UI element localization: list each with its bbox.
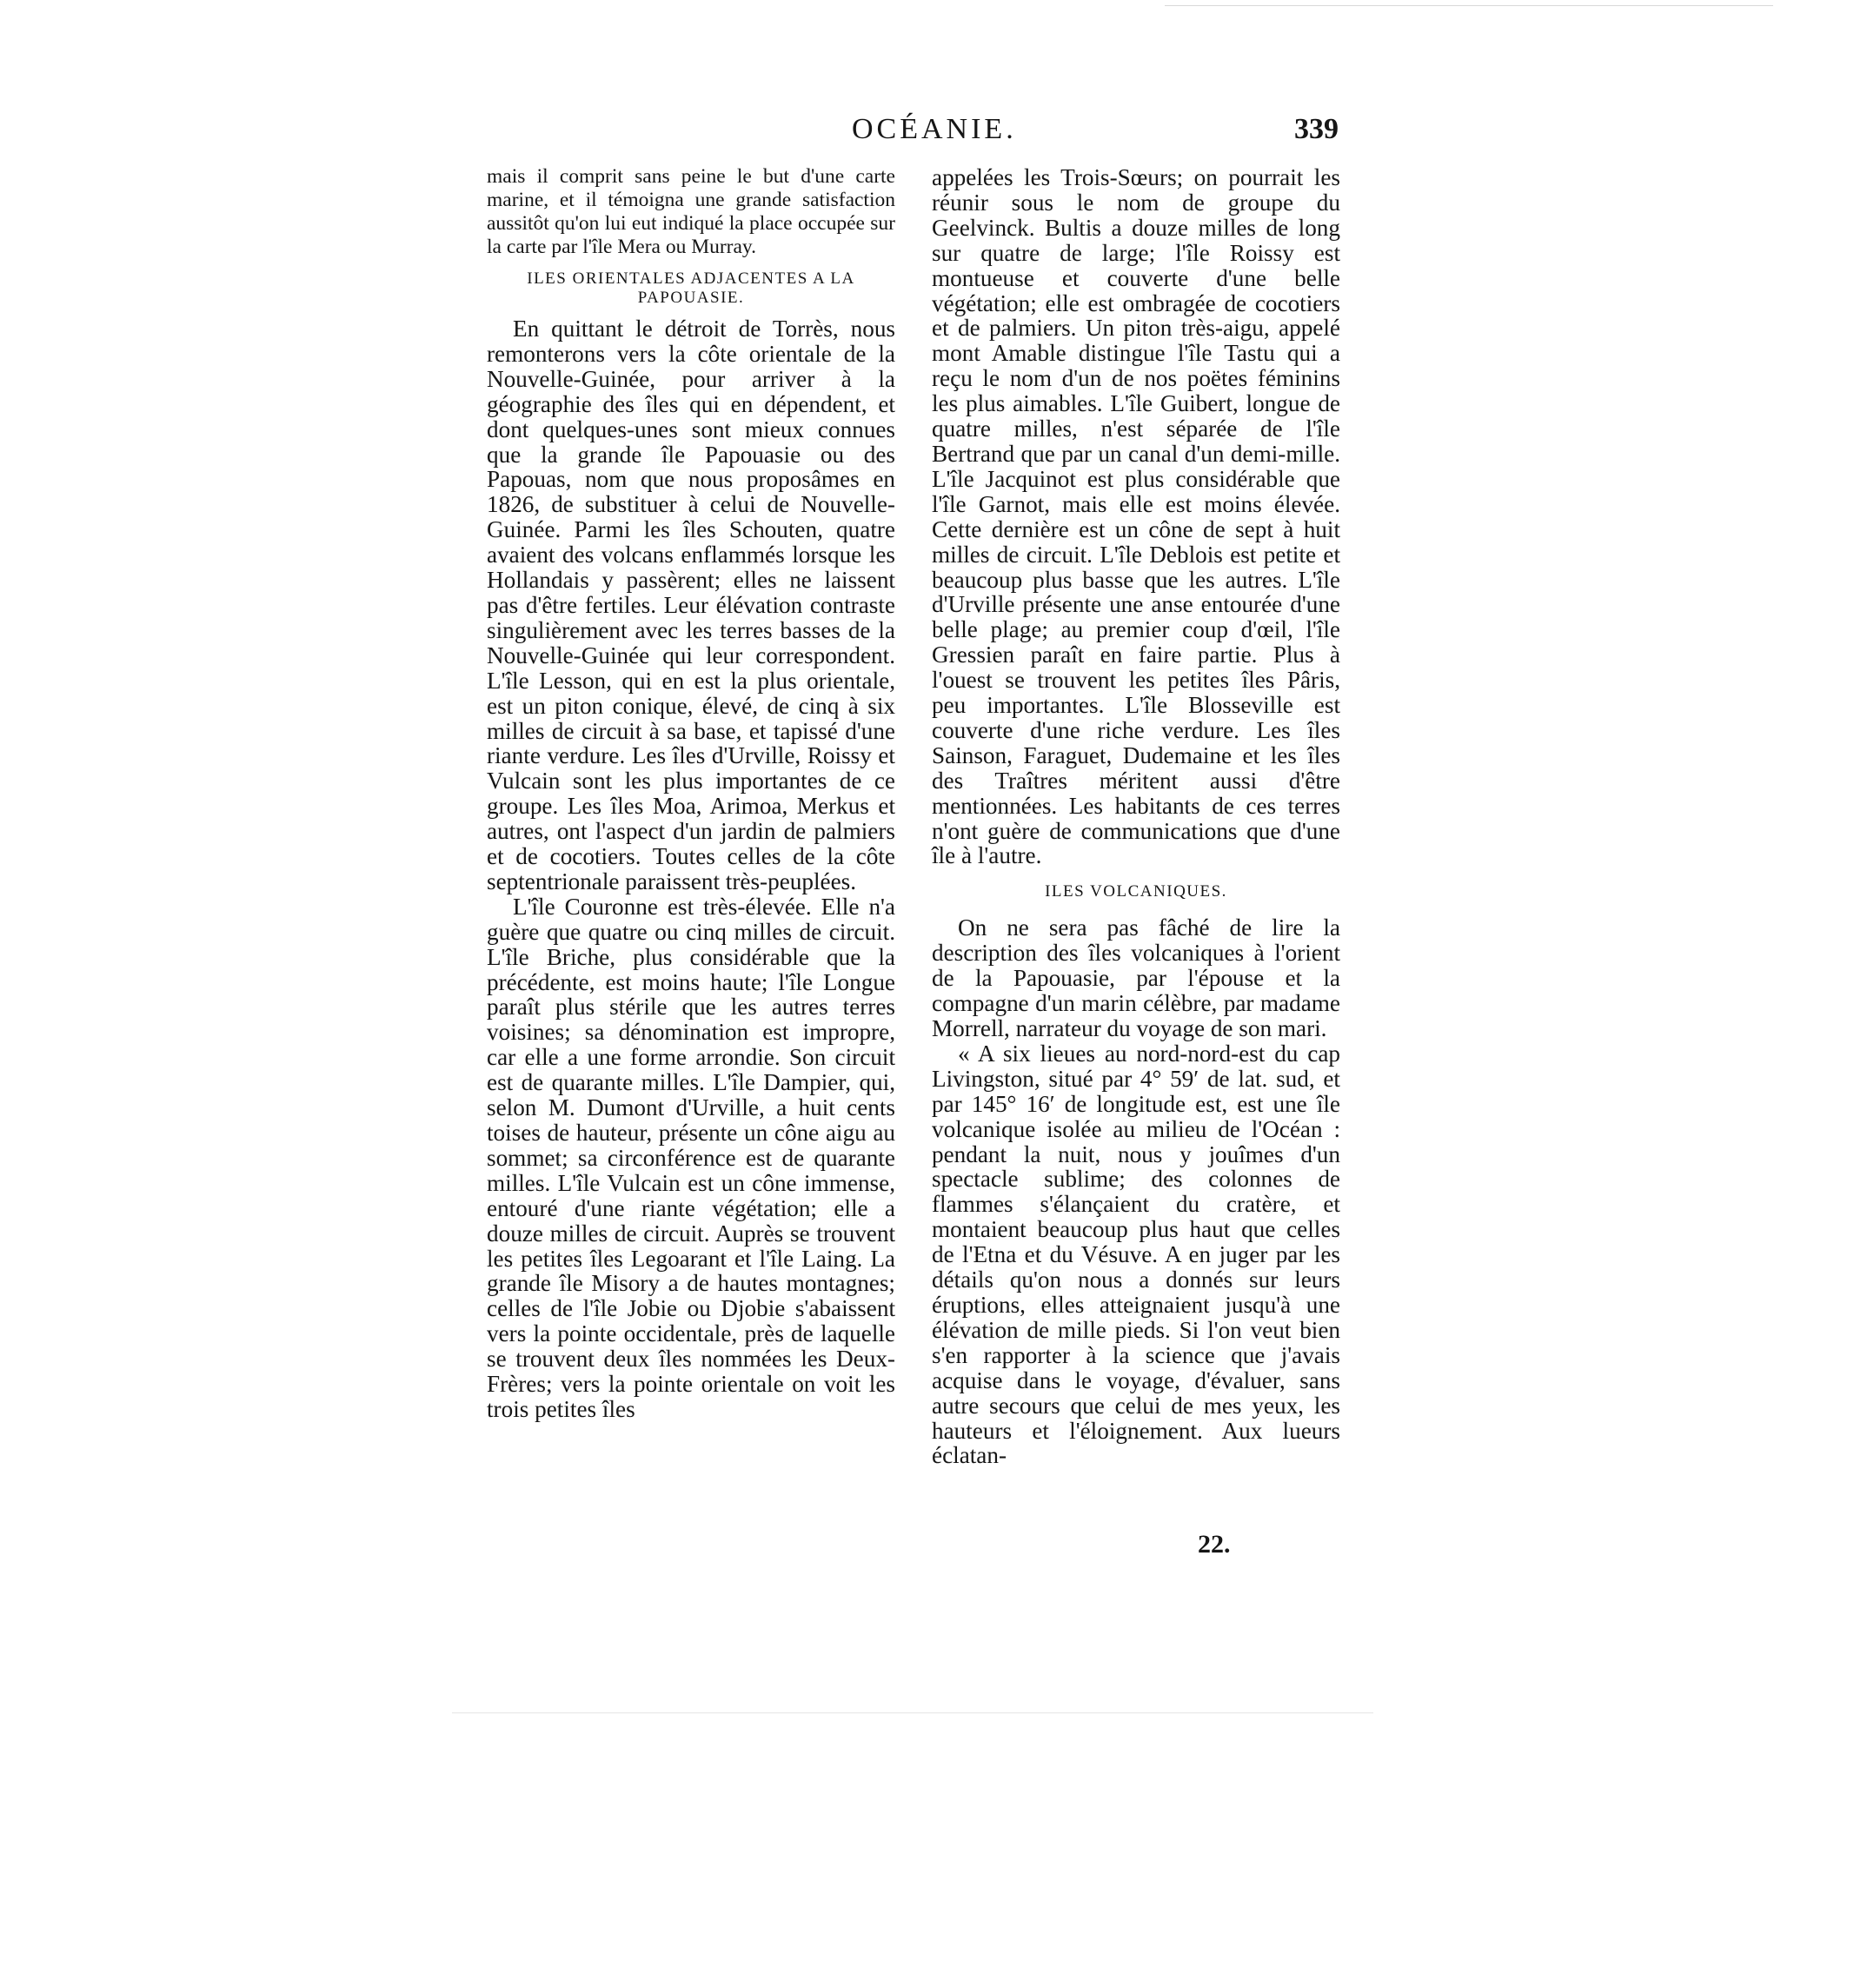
- running-head: [487, 113, 1339, 156]
- scan-artifact-line: [452, 1712, 1373, 1713]
- intro-paragraph: mais il comprit sans peine le but d'une carte marine, et il témoigna une grande satisfaction aussitôt qu'on lui eut indiqué la place occupée sur la carte par l'île Mera ou Murray.: [487, 165, 895, 258]
- scan-edge-line: [1165, 5, 1773, 6]
- signature-mark: 22.: [1198, 1530, 1231, 1559]
- right-column: [932, 165, 1340, 1468]
- running-title: OCÉANIE.: [852, 113, 1017, 145]
- section-heading-eastern-islands: ILES ORIENTALES ADJACENTES A LA PAPOUASIE.: [527, 269, 855, 307]
- paragraph: appelées les Trois-Sœurs; on pourrait les réunir sous le nom de groupe du Geelvinck. Bultis a douze milles de long sur quatre de large; l'île Roissy est montueuse et couverte d'une belle végétation; elle est ombragée de cocotiers et de palmiers. Un piton très-aigu, appelé mont Amable distingue l'île Tastu qui a reçu le nom d'un de nos poëtes féminins les plus aimables. L'île Guibert, longue de quatre milles, n'est séparée de l'île Bertrand que par un canal d'un demi-mille. L'île Jacquinot est plus considérable que l'île Garnot, mais elle est moins élevée. Cette dernière est un cône de sept à huit milles de circuit. L'île Deblois est petite et beaucoup plus basse que les autres. L'île d'Urville présente une anse entourée d'une belle plage; au premier coup d'œil, l'île Gressien paraît en faire partie. Plus à l'ouest se trouvent les petites îles Pâris, peu importantes. L'île Blosseville est couverte d'une riche verdure. Les îles Sainson, Faraguet, Dudemaine et les îles des Traîtres méritent aussi d'être mentionnées. Les habitants de ces terres n'ont guère de communications que d'une île à l'autre.: [932, 164, 1340, 869]
- paragraph: L'île Couronne est très-élevée. Elle n'a guère que quatre ou cinq milles de circuit. L'île Briche, plus considérable que la précédente, est moins haute; l'île Longue paraît plus stérile que les autres terres voisines; sa dénomination est impropre, car elle a une forme arrondie. Son circuit est de quarante milles. L'île Dampier, qui, selon M. Dumont d'Urville, a huit cents toises de hauteur, présente un cône aigu au sommet; sa circonférence est de quarante milles. L'île Vulcain est un cône immense, entouré d'une riante végétation; elle a douze milles de circuit. Auprès se trouvent les petites îles Legoarant et l'île Laing. La grande île Misory a de hautes montagnes; celles de l'île Jobie ou Djobie s'abaissent vers la pointe occidentale, près de laquelle se trouvent deux îles nommées les Deux-Frères; vers la pointe orientale on voit les trois petites îles: [487, 893, 895, 1422]
- paragraph: On ne sera pas fâché de lire la description des îles volcaniques à l'orient de la Papouasie, par l'épouse et la compagne d'un marin célèbre, par madame Morrell, narrateur du voyage de son mari.: [932, 914, 1340, 1041]
- page-number: 339: [1294, 113, 1339, 145]
- section-heading-volcanic-islands: ILES VOLCANIQUES.: [1045, 882, 1227, 901]
- left-column: [487, 165, 895, 1422]
- paragraph: « A six lieues au nord-nord-est du cap Livingston, situé par 4° 59′ de lat. sud, et par 145° 16′ de longitude est, est une île volcanique isolée au milieu de l'Océan : pendant la nuit, nous y jouîmes d'un spectacle sublime; des colonnes de flammes s'élançaient du cratère, et montaient beaucoup plus haut que celles de l'Etna et du Vésuve. A en juger par les détails qu'on nous a donnés sur leurs éruptions, elles atteignaient jusqu'à une élévation de mille pieds. Si l'on veut bien s'en rapporter à la science que j'avais acquise dans le voyage, d'évaluer, sans autre secours que celui de mes yeux, les hauteurs et l'éloignement. Aux lueurs éclatan-: [932, 1040, 1340, 1469]
- paragraph: En quittant le détroit de Torrès, nous remonterons vers la côte orientale de la Nouvelle-Guinée, pour arriver à la géographie des îles qui en dépendent, et dont quelques-unes sont mieux connues que la grande île Papouasie ou des Papouas, nom que nous proposâmes en 1826, de substituer à celui de Nouvelle-Guinée. Parmi les îles Schouten, quatre avaient des volcans enflammés lorsque les Hollandais y passèrent; elles ne laissent pas d'être fertiles. Leur élévation contraste singulièrement avec les terres basses de la Nouvelle-Guinée qui leur correspondent. L'île Lesson, qui en est la plus orientale, est un piton conique, élevé, de cinq à six milles de circuit à sa base, et tapissé d'une riante verdure. Les îles d'Urville, Roissy et Vulcain sont les plus importantes de ce groupe. Les îles Moa, Arimoa, Merkus et autres, ont l'aspect d'un jardin de palmiers et de cocotiers. Toutes celles de la côte septentrionale paraissent très-peuplées.: [487, 316, 895, 894]
